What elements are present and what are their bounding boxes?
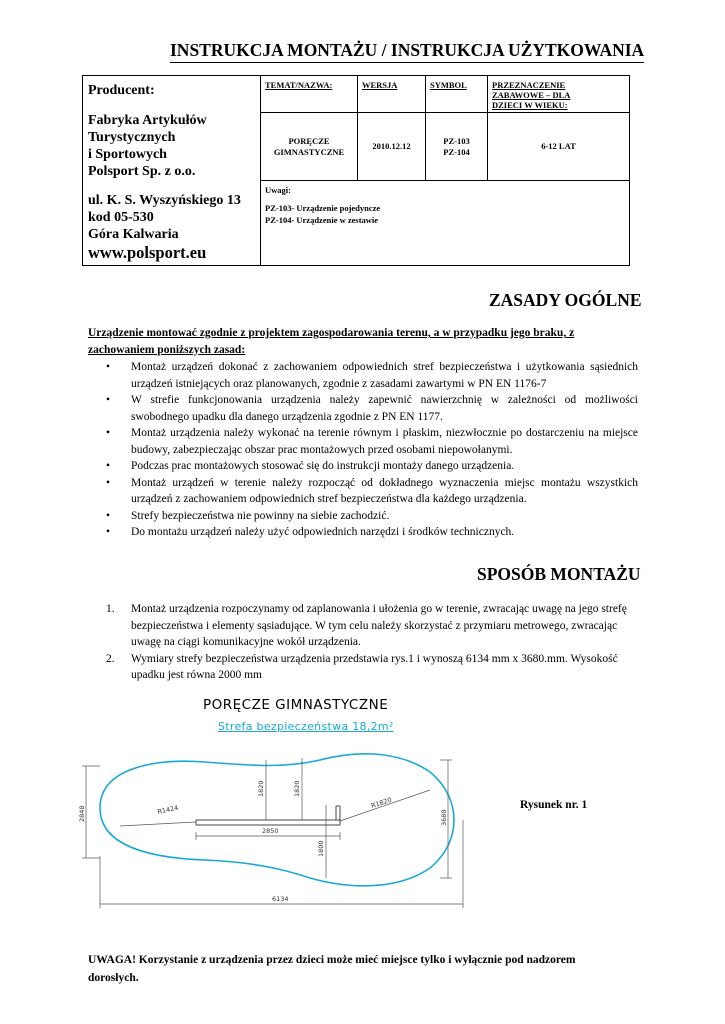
producer-name-line: Fabryka Artykułów [88,113,207,128]
list-item: • Montaż urządzeń dokonać z zachowaniem odpowiednich stref bezpieczeństwa i użytkowania sąsiednich urządzeń istniejących oraz planowanych, zgodnie z zasadami zawartymi w PN EN 1176-7 [88,359,638,392]
header-name: TEMAT/NAZWA: [265,80,333,90]
header-version: WERSJA [362,80,398,90]
general-intro: Urządzenie montować zgodnie z projektem zagospodarowania terenu, a w przypadku jego braku, z zachowaniem poniższych zasad: [88,327,575,356]
general-heading: ZASADY OGÓLNE [489,290,642,310]
dim-total-length: 6134 [272,895,289,903]
dim-right-height: 3680 [440,809,448,826]
drawing-title: PORĘCZE GIMNASTYCZNE [203,697,389,713]
warning-note: UWAGA! Korzystanie z urządzenia przez dzieci może mieć miejsce tylko i wyłącznie pod nadzorem dorosłych. [88,954,576,984]
assembly-heading: SPOSÓB MONTAŻU [477,564,641,584]
document-title: INSTRUKCJA MONTAŻU / INSTRUKCJA UŻYTKOWANIA [170,40,644,63]
list-item: • Montaż urządzeń w terenie należy rozpocząć od dokładnego wyznaczenia miejsc montażu wszystkich urządzeń z zachowaniem odpowiednich stref bezpieczeństwa dla każdego urządzenia. [88,475,638,508]
notes-line: PZ-103- Urządzenie pojedyncze [265,203,381,213]
dim-bar-length: 2850 [262,827,279,835]
producer-address-line: kod 05-530 [88,210,154,225]
dim-left-height: 2848 [78,805,86,822]
list-item: • Strefy bezpieczeństwa nie powinny na siebie zachodzić. [88,508,638,525]
producer-name-line: Turystycznych [88,130,176,145]
notes-line: PZ-104- Urządzenie w zestawie [265,215,379,225]
list-item: • Do montażu urządzeń należy użyć odpowiednich narzędzi i środków technicznych. [88,524,638,541]
value-age: 6-12 LAT [541,141,576,151]
step-text: Montaż urządzenia rozpoczynamy od zaplanowania i ułożenia go w terenie, zwracając uwagę na jego strefę bezpieczeństwa i elementy sąsiadujące. W tym celu należy skorzystać z przymiaru metrowego, zwracając uwagę na ciągi komunikacyjne wokół urządzenia. [131,603,627,648]
dim-height-lower: 1800 [317,840,325,857]
dim-radius-left: R1424 [156,803,180,816]
drawing-subtitle: Strefa bezpieczeństwa 18,2m² [218,720,394,733]
producer-name-line: Polsport Sp. z o.o. [88,164,196,179]
value-name-line: PORĘCZE [288,136,330,146]
list-item: • W strefie funkcjonowania urządzenia należy zapewnić nawierzchnię w zależności od możliwości swobodnego upadku dla danego urządzenia zgodnie z PN EN 1177. [88,392,638,425]
figure-label: Rysunek nr. 1 [520,799,588,811]
header-symbol: SYMBOL [430,80,467,90]
value-symbol-line: PZ-104 [443,147,470,157]
dim-height-upper: 1820 [257,780,265,797]
step-text: Wymiary strefy bezpieczeństwa urządzenia przedstawia rys.1 i wynoszą 6134 mm x 3680.mm. Wysokość upadku jest równa 2000 mm [131,652,618,681]
producer-address-line: Góra Kalwaria [88,227,179,242]
header-purpose-line: DZIECI W WIEKU: [492,100,568,110]
producer-website[interactable]: www.polsport.eu [88,243,207,262]
header-purpose-line: ZABAWOWE – DLA [492,90,571,100]
notes-label: Uwagi: [265,185,291,195]
value-symbol-line: PZ-103 [443,136,470,146]
list-item: • Podczas prac montażowych stosować się do instrukcji montaży danego urządzenia. [88,458,638,475]
step-number: 1. [106,603,115,615]
dim-height-right-inner: 1820 [293,780,301,797]
producer-address-line: ul. K. S. Wyszyńskiego 13 [88,193,241,208]
producer-name-line: i Sportowych [88,147,167,162]
header-purpose-line: PRZEZNACZENIE [492,80,566,90]
value-version: 2010.12.12 [372,141,411,151]
value-name-line: GIMNASTYCZNE [273,147,345,157]
dim-radius-right: R1820 [370,795,393,810]
gymnastic-bar [196,806,340,825]
producer-label: Producent: [88,83,155,98]
list-item: • Montaż urządzenia należy wykonać na terenie równym i płaskim, niezwłocznie po dostarczeniu na miejsce budowy, zabezpieczając obszar prac montażowych przed osobami niepowołanymi. [88,425,638,458]
step-number: 2. [106,652,115,665]
